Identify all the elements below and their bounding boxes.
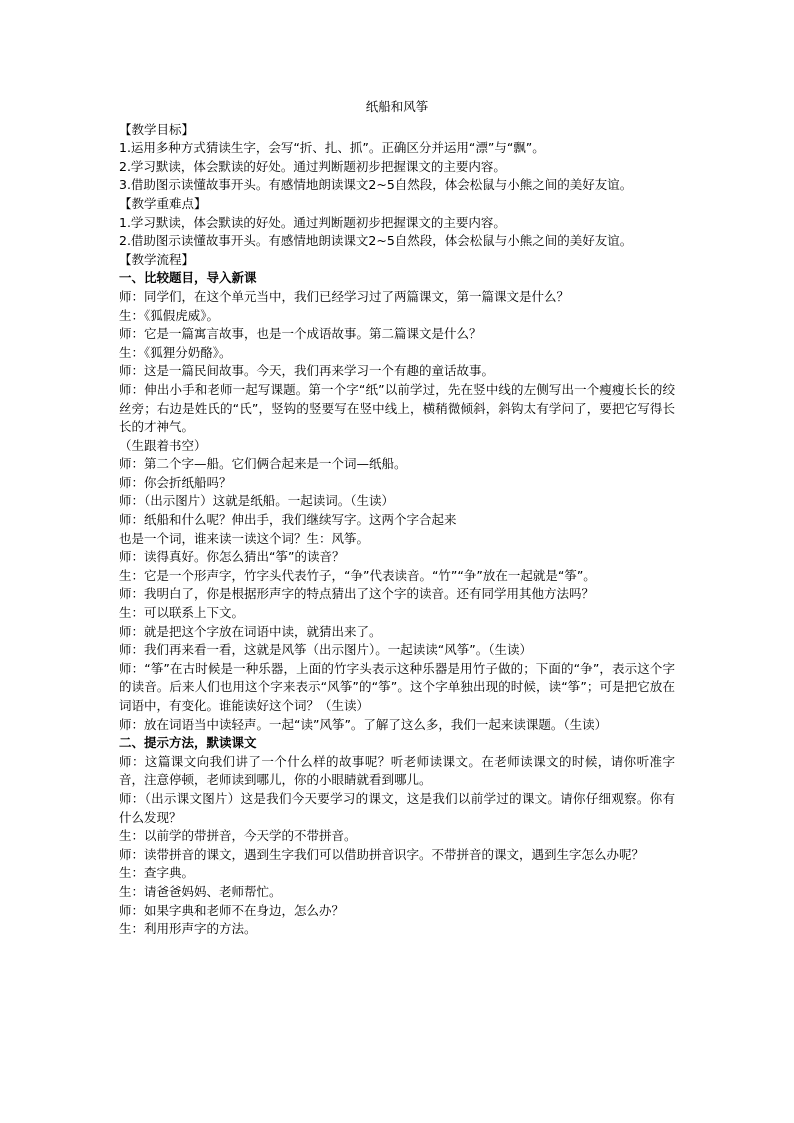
- text-line: 生：《狐狸分奶酪》。: [119, 344, 232, 360]
- text-line: 生：《狐假虎威》。: [119, 307, 220, 323]
- text-line: 师：我明白了，你是根据形声字的特点猜出了这个字的读音。还有同学用其他方法吗？: [119, 586, 595, 602]
- text-line: 师：你会折纸船吗？: [119, 474, 232, 490]
- text-line: 师：同学们，在这个单元当中，我们已经学习过了两篇课文，第一篇课文是什么？: [119, 288, 570, 304]
- text-line: 2.学习默读，体会默读的好处。通过判断题初步把握课文的主要内容。: [119, 158, 506, 174]
- text-line: 1.运用多种方式猜读生字，会写“折、扎、抓”。正确区分并运用“漂”与“飘”。: [119, 140, 545, 156]
- text-line: 师：它是一篇寓言故事，也是一个成语故事。第二篇课文是什么？: [119, 326, 482, 342]
- text-line: 3.借助图示读懂故事开头。有感情地朗读课文2~5自然段，体会松鼠与小熊之间的美好友谊。: [119, 177, 633, 193]
- text-line: 师：（出示课文图片）这是我们今天要学习的课文，这是我们以前学过的课文。请你仔细观察。你有什么发现？: [119, 790, 675, 825]
- text-line: 生：可以联系上下文。: [119, 605, 245, 621]
- text-line: 师：就是把这个字放在词语中读，就猜出来了。: [119, 623, 382, 639]
- text-line: 生：利用形声字的方法。: [119, 921, 257, 937]
- text-line: 1.学习默读，体会默读的好处。通过判断题初步把握课文的主要内容。: [119, 214, 506, 230]
- text-line: 师：这篇课文向我们讲了一个什么样的故事呢？听老师读课文。在老师读课文的时候，请你听准字音，注意停顿，老师读到哪儿，你的小眼睛就看到哪儿。: [119, 753, 675, 788]
- text-line: 【教学重难点】: [119, 195, 207, 211]
- text-line: 师：（出示图片）这就是纸船。一起读词。（生读）: [119, 493, 395, 509]
- text-line: 生：查字典。: [119, 865, 195, 881]
- section-heading: 一、比较题目，导入新课: [119, 270, 257, 286]
- text-line: 师：如果字典和老师不在身边，怎么办？: [119, 902, 345, 918]
- text-line: 师：我们再来看一看，这就是风筝（出示图片）。一起读读“风筝”。（生读）: [119, 642, 532, 658]
- text-line: 师：纸船和什么呢？伸出手，我们继续写字。这两个字合起来: [119, 512, 457, 528]
- document-body: [119, 121, 675, 939]
- text-line: 生：它是一个形声字，竹字头代表竹子，“争”代表读音。“竹”“争”放在一起就是“筝”。: [119, 567, 596, 583]
- text-line: 师：第二个字—船。它们俩合起来是一个词—纸船。: [119, 456, 407, 472]
- text-line: 师：这是一篇民间故事。今天，我们再来学习一个有趣的童话故事。: [119, 363, 495, 379]
- text-line: 师：放在词语当中读轻声。一起“读”风筝”。了解了这么多，我们一起来读课题。（生读）: [119, 716, 608, 732]
- text-line: 师：读带拼音的课文，遇到生字我们可以借助拼音识字。不带拼音的课文，遇到生字怎么办呢？: [119, 846, 645, 862]
- text-line: 【教学目标】: [119, 121, 195, 137]
- text-line: 师：“筝”在古时候是一种乐器，上面的竹字头表示这种乐器是用竹子做的；下面的“争”，表示这个字的读音。后来人们也用这个字来表示“风筝”的“筝”。这个字单独出现的时候，读“筝”；可是把它放在词语中，有变化。谁能读好这个词？（生读）: [119, 660, 675, 713]
- document-page: [119, 98, 675, 939]
- document-title: 纸船和风筝: [365, 99, 429, 114]
- text-line: （生跟着书空）: [119, 437, 207, 453]
- text-line: 生：请爸爸妈妈、老师帮忙。: [119, 883, 282, 899]
- section-heading: 二、提示方法，默读课文: [119, 735, 257, 751]
- text-line: 师：读得真好。你怎么猜出“筝”的读音？: [119, 549, 345, 565]
- text-line: 师：伸出小手和老师一起写课题。第一个字“纸”以前学过，先在竖中线的左侧写出一个瘦瘦长长的绞丝旁；右边是姓氏的“氏”，竖钩的竖要写在竖中线上，横稍微倾斜，斜钩太有学问了，要把它写得长长的才神气。: [119, 381, 675, 435]
- text-line: 也是一个词，谁来读一读这个词？生：风筝。: [119, 530, 370, 546]
- text-line: 【教学流程】: [119, 251, 195, 267]
- text-line: 生：以前学的带拼音，今天学的不带拼音。: [119, 828, 357, 844]
- text-line: 2.借助图示读懂故事开头。有感情地朗读课文2~5自然段，体会松鼠与小熊之间的美好友谊。: [119, 233, 633, 249]
